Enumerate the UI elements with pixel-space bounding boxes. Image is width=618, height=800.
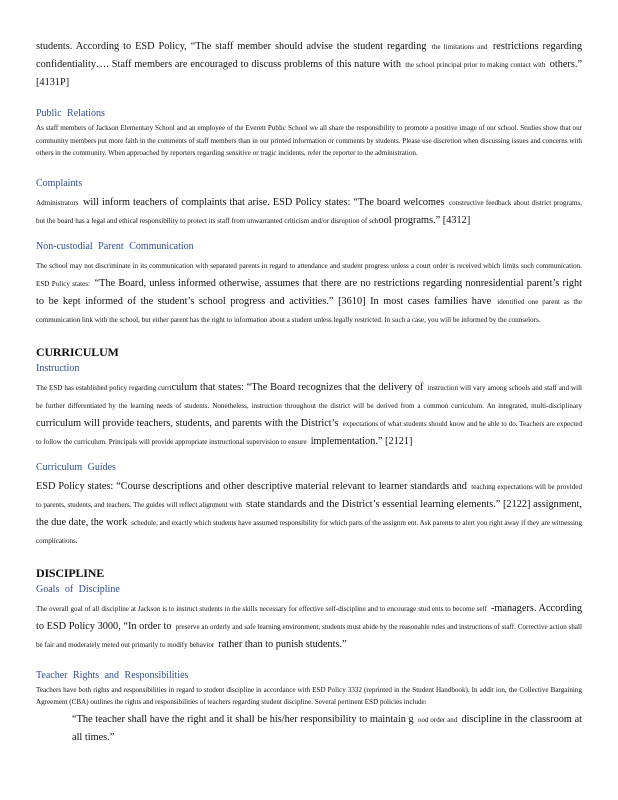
teacher-rights-text: Teachers have both rights and responsibilities in regard to student discipline in accordance with ESD Policy 3332 (reprinted in the Student Handbook). In addit ion, the Collective Bargaining Agreement (CBA) outlines the rights and responsibilities of teachers regarding student discipline. Several pertinent ESD policies include: — [36, 685, 582, 707]
intro-text: restrictions regarding confidentiality…. Staff members are encouraged to discuss problems of this nature with — [36, 41, 582, 70]
curriculum-heading: CURRICULUM — [36, 344, 119, 359]
goals-heading: Goals of Discipline — [36, 583, 120, 595]
noncustodial-heading: Non-custodial Parent Communication — [36, 240, 194, 252]
complaints-paragraph — [36, 192, 582, 228]
noncustodial-text: The school may not discriminate in its communication with separated parents in regard to attendance and student progress unless a court order is received which limits such communication. ESD Policy states: — [36, 261, 582, 288]
public-relations-text: As staff members of Jackson Elementary School and an employee of the Everett Public School we all share the responsibility to promote a positive image of our school. Studies show that our community members put more faith in the comments of staff members than in our printed information or comments by students. Please use discretion when discussing issues and concerns with others in the community. When approached by reporters regarding sensitive or tragic incidents, refer the reporter to the administration. — [36, 124, 582, 158]
complaints-text: will inform teachers of complaints that arise. ESD Policy states: “The board welcomes — [82, 196, 445, 208]
policy-bullet — [54, 709, 582, 745]
goals-text: The overall goal of all discipline at Jackson is to instruct students in the skills necessary for effective self-discipline and to encourage stud ents to become self — [36, 604, 487, 613]
public-relations-section — [36, 108, 582, 160]
instruction-text: implementation.” [2121] — [310, 435, 413, 447]
curriculum-guides-text: state standards and the District’s essential learning elements.” [2122] assignment, the due date, the work — [36, 498, 582, 528]
policy-bullet-text — [72, 709, 582, 745]
complaints-text: Administrators — [36, 198, 79, 207]
intro-text: the limitations and — [431, 43, 488, 51]
complaints-section — [36, 178, 582, 228]
instruction-text: instruction will vary among schools and staff and will be further differentiated by the learning needs of students. Nonetheless, instruction throughout the district will be derived from a common curriculum. An integrated, multi-disciplinary — [36, 383, 583, 410]
bullet-icon — [54, 709, 72, 745]
bullet-text: “The teacher shall have the right and it shall be his/her responsibility to maintain g — [72, 713, 414, 725]
instruction-text: curriculum will provide teachers, students, and parents with the District’s — [36, 417, 339, 429]
complaints-text: constructive feedback about district programs, but the board has a legal and ethical responsibility to protect its staff from unwarranted criticism and/or disruption of sch — [36, 198, 583, 225]
goals-paragraph — [36, 598, 582, 652]
bullet-text: discipline in the classroom at all times.” — [72, 713, 583, 743]
goals-text: rather than to punish students.” — [218, 638, 347, 650]
bullet-text: ood order and — [417, 715, 458, 724]
curriculum-guides-paragraph — [36, 476, 582, 548]
curriculum-guides-text: teaching expectations will be provided to parents, students, and teachers. The guides will reflect alignment with — [36, 482, 582, 509]
goals-text: preserve an orderly and safe learning environment, students must abide by the reasonable rules and instructions of staff. Corrective action shall be fair and moderately meted out primarily to modify behavior — [36, 622, 583, 649]
instruction-paragraph — [36, 377, 582, 449]
curriculum-guides-heading: Curriculum Guides — [36, 461, 116, 473]
curriculum-section — [36, 345, 582, 548]
noncustodial-section — [36, 241, 582, 327]
discipline-section — [36, 566, 582, 745]
instruction-heading: Instruction — [36, 362, 80, 374]
instruction-text: culum that states: “The Board recognizes that the delivery of — [171, 381, 424, 393]
curriculum-guides-text: schedule, and exactly which students have assumed responsibility for which parts of the assignm ent. Ask parents to alert you right away if they are witnessing complications. — [36, 518, 583, 545]
discipline-heading: DISCIPLINE — [36, 565, 105, 580]
noncustodial-text: “The Board, unless informed otherwise, assumes that there are no restrictions regarding nonresidential parent’s right to be kept informed of the student’s school progress and activities.” [3610] In most cases families have — [36, 277, 583, 307]
goals-text: -managers. According to ESD Policy 3000, “In order to — [36, 602, 582, 632]
teacher-rights-heading: Teacher Rights and Responsibilities — [36, 669, 189, 681]
complaints-text: ool programs.” [4312] — [378, 214, 471, 226]
noncustodial-text: identified one parent as the communication link with the school, but either parent has the right to information about a student unless legally restricted. In such a case, you will be informed by the counselors. — [36, 297, 582, 324]
intro-paragraph — [36, 36, 582, 90]
intro-text: students. According to ESD Policy, “The staff member should advise the student regarding — [36, 41, 427, 52]
public-relations-heading: Public Relations — [36, 108, 105, 119]
intro-text: others.” [4131P] — [36, 59, 583, 88]
noncustodial-paragraph — [36, 255, 582, 327]
instruction-text: The ESD has established policy regarding curri — [36, 383, 172, 392]
curriculum-guides-text: ESD Policy states: “Course descriptions and other descriptive material relevant to learner standards and — [36, 480, 467, 492]
instruction-text: expectations of what students should know and be able to do. Teachers are expected to follow the curriculum. Principals will provide appropriate instructional supervision to ensure — [36, 419, 583, 446]
complaints-heading: Complaints — [36, 177, 83, 189]
intro-text: the school principal prior to making contact with — [405, 61, 546, 69]
